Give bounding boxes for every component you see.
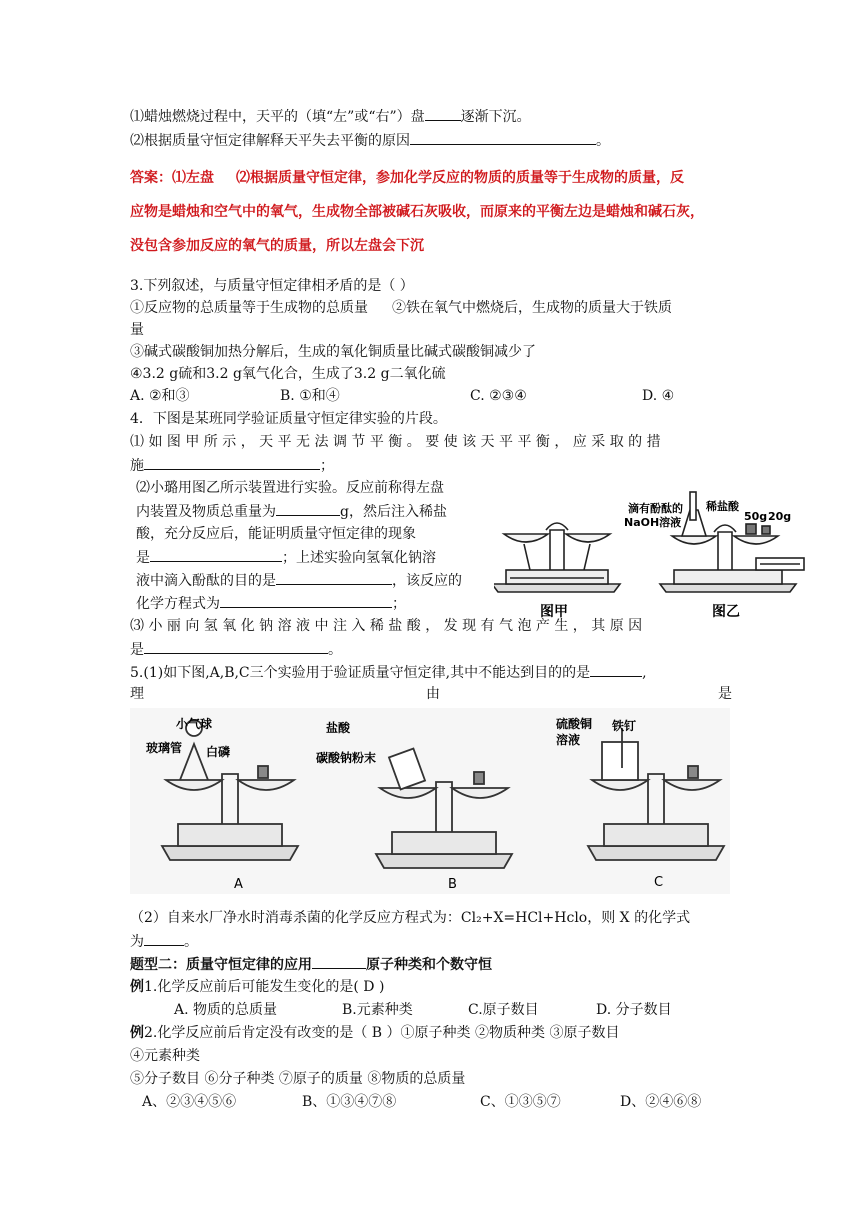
q3-stem: 3.下列叙述，与质量守恒定律相矛盾的是（ ） bbox=[130, 278, 414, 294]
fig-caption-b: B bbox=[448, 877, 457, 892]
example2-line2: ④元素种类 bbox=[130, 1048, 200, 1064]
blank bbox=[144, 639, 328, 654]
fig-yi-label-hcl: 稀盐酸 bbox=[706, 500, 739, 513]
fig-a-label-glass-tube: 玻璃管 bbox=[146, 741, 183, 755]
q5-p2-line1: （2）自来水厂净水时消毒杀菌的化学反应方程式为：Cl₂+X=HCl+Hclo，则 X 的化学式 bbox=[130, 910, 691, 926]
example2-line3: ⑤分子数目 ⑥分子种类 ⑦原子的质量 ⑧物质的总质量 bbox=[130, 1071, 466, 1087]
fig-yi-label-naoh: NaOH溶液 bbox=[624, 516, 682, 529]
fig-yi-caption: 图乙 bbox=[712, 604, 740, 620]
q5-stem: 5.(1)如下图,A,B,C三个实验用于验证质量守恒定律,其中不能达到目的的是 , bbox=[130, 662, 647, 683]
blank bbox=[425, 106, 461, 121]
blank bbox=[312, 954, 366, 969]
blank bbox=[220, 593, 392, 608]
answer-line2: 应物是蜡烛和空气中的氧气，生成物全部被碱石灰吸收，而原来的平衡左边是蜡烛和碱石灰， bbox=[130, 204, 704, 220]
blank bbox=[144, 931, 184, 946]
fig-a-label-white-phosphorus: 白磷 bbox=[206, 745, 231, 759]
fig-a-label-balloon: 小气球 bbox=[176, 717, 213, 731]
section-type2-title: 题型二：质量守恒定律的应用 原子种类和个数守恒 bbox=[130, 954, 492, 975]
fig-b-label-na2co3: 碳酸钠粉末 bbox=[316, 751, 377, 765]
q4-p2-line1: ⑵小璐用图乙所示装置进行实验。反应前称得左盘 bbox=[136, 480, 444, 496]
q5-p2-line2: 为 。 bbox=[130, 931, 198, 952]
example2-stem: 例2.化学反应前后肯定没有改变的是（ B ）①原子种类 ②物质种类 ③原子数目 bbox=[130, 1025, 620, 1041]
answer-line3: 没包含参加反应的氧气的质量，所以左盘会下沉 bbox=[130, 238, 424, 254]
fig-yi-weight-50g: 50g bbox=[744, 510, 768, 523]
q4-p2-line2: 内装置及物质总重量为 g，然后注入稀盐 bbox=[136, 501, 447, 522]
q-candle-line1: ⑴蜡烛燃烧过程中，天平的（填“左”或“右”）盘 逐渐下沉。 bbox=[130, 106, 531, 127]
blank bbox=[590, 662, 642, 677]
q3-statement-1-cont: 量 bbox=[130, 322, 144, 338]
q4-stem: 4．下图是某班同学验证质量守恒定律实验的片段。 bbox=[130, 411, 447, 427]
fig-c-label-cuso4-2: 溶液 bbox=[556, 733, 581, 747]
q4-p2-line3: 酸，充分反应后，能证明质量守恒定律的现象 bbox=[136, 526, 416, 542]
q3-option-d: D. ④ bbox=[642, 388, 675, 404]
fig-jia-caption: 图甲 bbox=[540, 604, 568, 620]
fig-yi-label-phenolphthalein: 滴有酚酞的 bbox=[628, 502, 683, 515]
q4-p3-line1: ⑶ 小 丽 向 氢 氧 化 钠 溶 液 中 注 入 稀 盐 酸 ， 发 现 有 气 泡 产 生 ， 其 原 因 bbox=[130, 618, 643, 634]
blank bbox=[276, 570, 392, 585]
figure-balances-jia-yi bbox=[494, 486, 814, 626]
blank bbox=[276, 501, 340, 516]
blank bbox=[150, 547, 282, 562]
q-candle-line2: ⑵根据质量守恒定律解释天平失去平衡的原因 。 bbox=[130, 130, 610, 151]
q4-p3-line2: 是 。 bbox=[130, 639, 342, 660]
blank bbox=[410, 130, 596, 145]
balance-jia-drawing bbox=[494, 523, 620, 592]
q4-p2-line4: 是 ；上述实验向氢氧化钠溶 bbox=[136, 547, 436, 568]
q3-option-c: C. ②③④ bbox=[470, 388, 527, 404]
answer-line1: 答案：⑴左盘 ⑵根据质量守恒定律，参加化学反应的物质的质量等于生成物的质量，反 bbox=[130, 170, 684, 186]
q3-statement-3: ③碱式碳酸铜加热分解后，生成的氧化铜质量比碱式碳酸铜减少了 bbox=[130, 344, 536, 360]
fig-c-label-nail: 铁钉 bbox=[612, 719, 637, 733]
fig-b-label-hcl: 盐酸 bbox=[326, 721, 351, 735]
q3-option-b: B. ①和④ bbox=[280, 388, 340, 404]
q4-p1-line1: ⑴ 如 图 甲 所 示 ， 天 平 无 法 调 节 平 衡 。 要 使 该 天 平 平 衡 ， 应 采 取 的 措 bbox=[130, 434, 661, 450]
figure-balances-abc bbox=[130, 708, 730, 894]
q3-statement-4: ④3.2 g硫和3.2 g氧气化合，生成了3.2 g二氧化硫 bbox=[130, 366, 446, 382]
fig-caption-a: A bbox=[234, 877, 243, 892]
fig-yi-weight-20g: 20g bbox=[768, 510, 792, 523]
example1-stem: 例1.化学反应前后可能发生变化的是( D ) bbox=[130, 979, 385, 995]
fig-caption-c: C bbox=[654, 875, 664, 890]
q4-p2-line5: 液中滴入酚酞的目的是 ，该反应的 bbox=[136, 570, 462, 591]
q4-p1-line2: 施 ； bbox=[130, 455, 334, 476]
q3-statement-1: ①反应物的总质量等于生成物的总质量 ②铁在氧气中燃烧后，生成物的质量大于铁质 bbox=[130, 300, 672, 316]
q4-p2-line6: 化学方程式为 ； bbox=[136, 593, 406, 614]
q3-option-a: A. ②和③ bbox=[130, 388, 190, 404]
blank bbox=[144, 455, 320, 470]
fig-c-label-cuso4-1: 硫酸铜 bbox=[556, 717, 593, 731]
